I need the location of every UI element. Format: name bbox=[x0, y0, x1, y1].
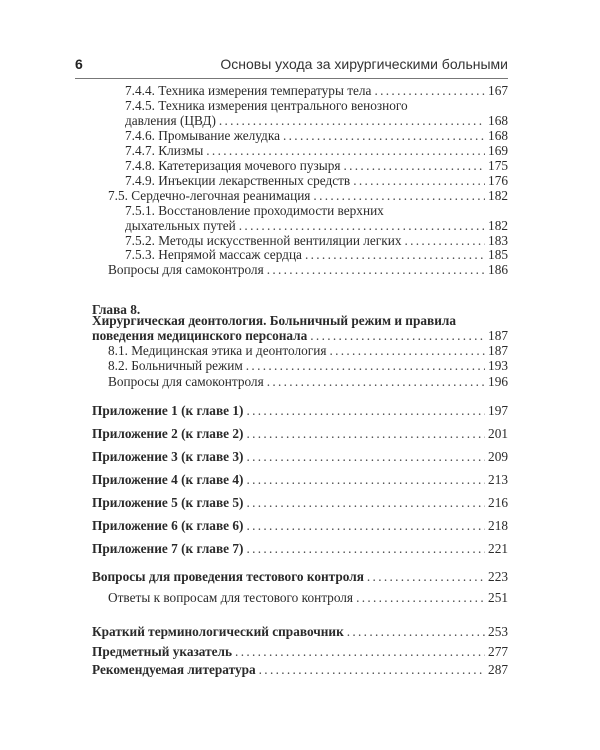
dot-leader bbox=[374, 83, 485, 98]
toc-entry-page: 277 bbox=[488, 644, 508, 659]
toc-entry-page: 186 bbox=[488, 262, 508, 277]
toc-entry-page: 175 bbox=[488, 158, 508, 173]
dot-leader bbox=[235, 644, 485, 659]
header-rule bbox=[75, 78, 508, 79]
toc-entry[interactable] bbox=[125, 233, 508, 248]
toc-entry-page: 182 bbox=[488, 218, 508, 233]
toc-entry[interactable] bbox=[125, 218, 508, 233]
toc-entry-page: 209 bbox=[488, 449, 508, 464]
toc-entry-page: 197 bbox=[488, 403, 508, 418]
toc-entry-title: Ответы к вопросам для тестового контроля bbox=[108, 590, 354, 605]
toc-entry[interactable] bbox=[125, 113, 508, 128]
toc-entry-title: 8.2. Больничный режим bbox=[108, 358, 243, 373]
toc-entry-title: Вопросы для проведения тестового контроля bbox=[92, 569, 364, 584]
toc-entry-title: 7.4.5. Техника измерения центрального венозного bbox=[125, 98, 408, 113]
toc-entry-title: давления (ЦВД) bbox=[125, 113, 216, 128]
dot-leader bbox=[267, 262, 485, 277]
toc-entry-page: 287 bbox=[488, 662, 508, 677]
dot-leader bbox=[267, 374, 485, 389]
dot-leader bbox=[259, 662, 485, 677]
page-number: 6 bbox=[75, 56, 83, 72]
dot-leader bbox=[246, 449, 485, 464]
toc-entry-title: Приложение 5 (к главе 5) bbox=[92, 495, 244, 510]
toc-entry[interactable] bbox=[92, 472, 508, 487]
toc-entry-title: Приложение 6 (к главе 6) bbox=[92, 518, 244, 533]
toc-entry[interactable] bbox=[125, 143, 508, 158]
toc-entry-title: 7.5.3. Непрямой массаж сердца bbox=[125, 247, 302, 262]
dot-leader bbox=[356, 590, 485, 605]
toc-entry[interactable] bbox=[92, 426, 508, 441]
toc-entry-title: Рекомендуемая литература bbox=[92, 662, 256, 677]
toc-entry-title: Краткий терминологический справочник bbox=[92, 624, 344, 639]
dot-leader bbox=[206, 143, 485, 158]
dot-leader bbox=[239, 218, 485, 233]
dot-leader bbox=[347, 624, 485, 639]
dot-leader bbox=[310, 328, 485, 343]
toc-entry[interactable] bbox=[108, 374, 508, 389]
toc-entry-title: Вопросы для самоконтроля bbox=[108, 262, 264, 277]
toc-entry-page: 251 bbox=[488, 590, 508, 605]
dot-leader bbox=[246, 403, 485, 418]
toc-entry-title: Приложение 3 (к главе 3) bbox=[92, 449, 244, 464]
toc-entry[interactable] bbox=[125, 158, 508, 173]
dot-leader bbox=[246, 358, 485, 373]
toc-entry-page: 187 bbox=[488, 343, 508, 358]
toc-entry-page: 196 bbox=[488, 374, 508, 389]
dot-leader bbox=[313, 188, 485, 203]
toc-entry[interactable] bbox=[108, 590, 508, 605]
toc-entry-page: 216 bbox=[488, 495, 508, 510]
toc-entry[interactable] bbox=[92, 328, 508, 343]
dot-leader bbox=[219, 113, 485, 128]
toc-entry-title: 7.4.8. Катетеризация мочевого пузыря bbox=[125, 158, 341, 173]
toc-entry-title: поведения медицинского персонала bbox=[92, 328, 308, 343]
toc-entry[interactable] bbox=[125, 203, 508, 218]
toc-entry-title: Хирургическая деонтология. Больничный режим и правила bbox=[92, 313, 456, 328]
toc-entry-title: 7.5.2. Методы искусственной вентиляции легких bbox=[125, 233, 402, 248]
dot-leader bbox=[305, 247, 485, 262]
toc-entry-title: Приложение 1 (к главе 1) bbox=[92, 403, 244, 418]
toc-entry-page: 185 bbox=[488, 247, 508, 262]
toc-entry-title: Приложение 7 (к главе 7) bbox=[92, 541, 244, 556]
toc-entry-page: 176 bbox=[488, 173, 508, 188]
toc-entry-page: 218 bbox=[488, 518, 508, 533]
toc-entry[interactable] bbox=[125, 83, 508, 98]
toc-entry[interactable] bbox=[92, 662, 508, 677]
toc-entry-title: Вопросы для самоконтроля bbox=[108, 374, 264, 389]
toc-entry-page: 168 bbox=[488, 128, 508, 143]
toc-entry-title: Приложение 2 (к главе 2) bbox=[92, 426, 244, 441]
dot-leader bbox=[246, 541, 485, 556]
dot-leader bbox=[246, 472, 485, 487]
running-header-title: Основы ухода за хирургическими больными bbox=[220, 56, 508, 72]
toc-entry[interactable] bbox=[92, 313, 508, 328]
dot-leader bbox=[404, 233, 485, 248]
toc-entry-title: 7.4.9. Инъекции лекарственных средств bbox=[125, 173, 351, 188]
toc-entry[interactable] bbox=[92, 569, 508, 584]
toc-entry-page: 168 bbox=[488, 113, 508, 128]
dot-leader bbox=[329, 343, 485, 358]
toc-entry-page: 169 bbox=[488, 143, 508, 158]
dot-leader bbox=[343, 158, 485, 173]
dot-leader bbox=[283, 128, 485, 143]
toc-entry-page: 182 bbox=[488, 188, 508, 203]
toc-entry-title: Глава 8. bbox=[92, 302, 141, 317]
toc-entry-page: 187 bbox=[488, 328, 508, 343]
toc-entry[interactable] bbox=[92, 518, 508, 533]
toc-entry-title: Приложение 4 (к главе 4) bbox=[92, 472, 244, 487]
toc-entry[interactable] bbox=[92, 624, 508, 639]
toc-entry-title: 7.5.1. Восстановление проходимости верхних bbox=[125, 203, 384, 218]
toc-entry-title: 8.1. Медицинская этика и деонтология bbox=[108, 343, 327, 358]
toc-entry[interactable] bbox=[108, 358, 508, 373]
toc-entry-page: 253 bbox=[488, 624, 508, 639]
toc-entry-page: 193 bbox=[488, 358, 508, 373]
dot-leader bbox=[353, 173, 485, 188]
toc-entry[interactable] bbox=[108, 262, 508, 277]
toc-entry-page: 183 bbox=[488, 233, 508, 248]
toc-entry-title: дыхательных путей bbox=[125, 218, 236, 233]
dot-leader bbox=[367, 569, 485, 584]
toc-entry-page: 221 bbox=[488, 541, 508, 556]
dot-leader bbox=[246, 426, 485, 441]
toc-entry[interactable] bbox=[125, 247, 508, 262]
toc-entry[interactable] bbox=[125, 128, 508, 143]
toc-entry-page: 223 bbox=[488, 569, 508, 584]
toc-entry-page: 201 bbox=[488, 426, 508, 441]
toc-entry[interactable] bbox=[108, 188, 508, 203]
toc-entry-title: 7.4.6. Промывание желудка bbox=[125, 128, 280, 143]
dot-leader bbox=[246, 495, 485, 510]
dot-leader bbox=[246, 518, 485, 533]
toc-entry-title: 7.4.4. Техника измерения температуры тела bbox=[125, 83, 372, 98]
toc-entry[interactable] bbox=[108, 343, 508, 358]
toc-entry[interactable] bbox=[92, 403, 508, 418]
toc-entry-title: 7.4.7. Клизмы bbox=[125, 143, 204, 158]
toc-entry-page: 167 bbox=[488, 83, 508, 98]
toc-entry-title: 7.5. Сердечно-легочная реанимация bbox=[108, 188, 311, 203]
toc-entry[interactable] bbox=[92, 449, 508, 464]
toc-entry[interactable] bbox=[92, 495, 508, 510]
toc-entry[interactable] bbox=[125, 173, 508, 188]
toc-entry-page: 213 bbox=[488, 472, 508, 487]
toc-entry[interactable] bbox=[92, 644, 508, 659]
toc-entry-title: Предметный указатель bbox=[92, 644, 233, 659]
toc-entry[interactable] bbox=[92, 541, 508, 556]
toc-entry[interactable] bbox=[125, 98, 508, 113]
